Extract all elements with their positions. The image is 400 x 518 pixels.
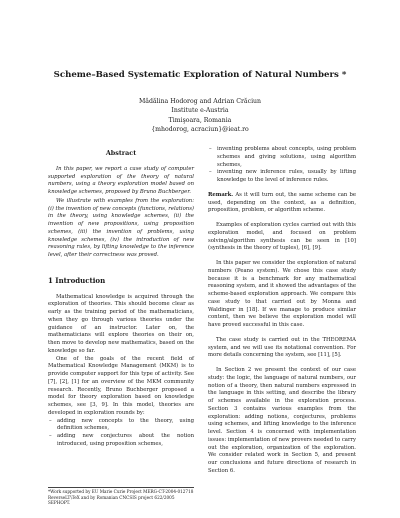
city: Timişoara, Romania [168,116,232,124]
intro-paragraph-1: Mathematical knowledge is acquired through the exploration of theories. This should become clear as early as the training period of the mathematicians, when they go through various theories under the guidance of an instructor. Later on, the mathematicians will explore theories on their on, then move to develop new mathematics, based on the knowledge so far. [48,293,194,354]
list-item: – adding new concepts to the theory, using definition schemes, [57,418,194,434]
paper-title: Scheme–Based Systematic Exploration of Natural Numbers * [53,70,347,80]
remark-label: Remark. [208,191,234,198]
list-item: – adding new conjectures about the notion introduced, using proposition schemes, [57,433,194,449]
right-column [208,146,356,476]
section-heading-introduction: 1 Introduction [48,275,106,285]
abstract-paragraph-1: In this paper, we report a case study of computer supported exploration of the theory of natural numbers, using a theory exploration model based on knowledge schemes, proposed by Bruno Buchberger. [48,165,194,195]
list-item: – inventing problems about concepts, using problem schemes and giving solutions, using algorithm schemes, [217,146,356,169]
body-paragraph: The case study is carried out in the THEOREMA system, and we will use its notational convention. For more details concerning the system, see [11], [5]. [208,336,356,359]
intro-paragraph-2: One of the goals of the recent field of Mathematical Knowledge Management (MKM) is to provide computer support for this type of activity. See [7], [2], [1] for an overview of the MKM community research. Recently, Bruno Buchberger proposed a model for theory exploration based on knowledge schemes, see [3, 9]. In this model, theories are developed in exploration rounds by: [48,355,194,416]
abstract [48,150,194,260]
abstract-heading: Abstract [105,149,137,157]
author-block [0,97,400,134]
remark-text: As it will turn out, the same scheme can be used, depending on the context, as a definition, proposition, problem, or algorithm scheme. [208,191,356,214]
remark [208,192,356,215]
body-paragraph: Examples of exploration cycles carried out with this exploration model, and focused on problem solving/algorithm synthesis can be seen in [10](synthesis in the theory of tuples), [6], [9]. [208,222,356,252]
continued-bullet-list [208,146,356,185]
body-paragraph: In Section 2 we present the context of our case study: the logic, the language of natural numbers, our notion of a theory, then natural numbers expressed in the language in this setting, and describe the library of schemes available in the exploration process. Section 3 contains various examples from the exploration: adding notions, conjectures, problems using schemes, and lifting knowledge to the inference level. Section 4 is concerned with implementation issues: implementation of new provers needed to carry out the exploration, organization of the exploration. We consider related work in Section 5, and present our conclusions and future directions of research in Section 6. [208,367,356,474]
intro-bullet-list [48,418,194,449]
emails: {mhodorog, acraciun}@ieat.ro [151,125,249,133]
abstract-paragraph-2: We illustrate with examples from the exploration: (i) the invention of new concepts (functions, relations) in the theory, using knowledge schemes, (ii) the invention of new propositions, using proposition schemes, (iii) the invention of problems, using knowledge schemes, (iv) the introduction of new reasoning rules, by lifting knowledge to the inference level, after their correctness was proved. [48,197,194,258]
footnote: *Work supported by EU Marie Curie Project MERG-CT-2004-012718 ReverseLT\TeX and by Romanian CNCSIS project 622/2005 SEPHOPT. [48,489,194,506]
body-paragraph: In this paper we consider the exploration of natural numbers (Peano system). We chose this case study because it is a benchmark for any mathematical reasoning system, and it showed the advantages of the scheme-based exploration approach. We compare this case study to that carried out by Monna and Waldinger in [18]. If we manage to produce similar content, then we believe the exploration model will have proved successful in this case. [208,260,356,328]
authors: Mădălina Hodorog and Adrian Crăciun [138,98,262,105]
list-item: – inventing new inference rules, usually by lifting knowledge to the level of inference rules. [217,169,356,185]
institute: Institute e-Austria [171,107,229,115]
left-column [48,146,194,449]
